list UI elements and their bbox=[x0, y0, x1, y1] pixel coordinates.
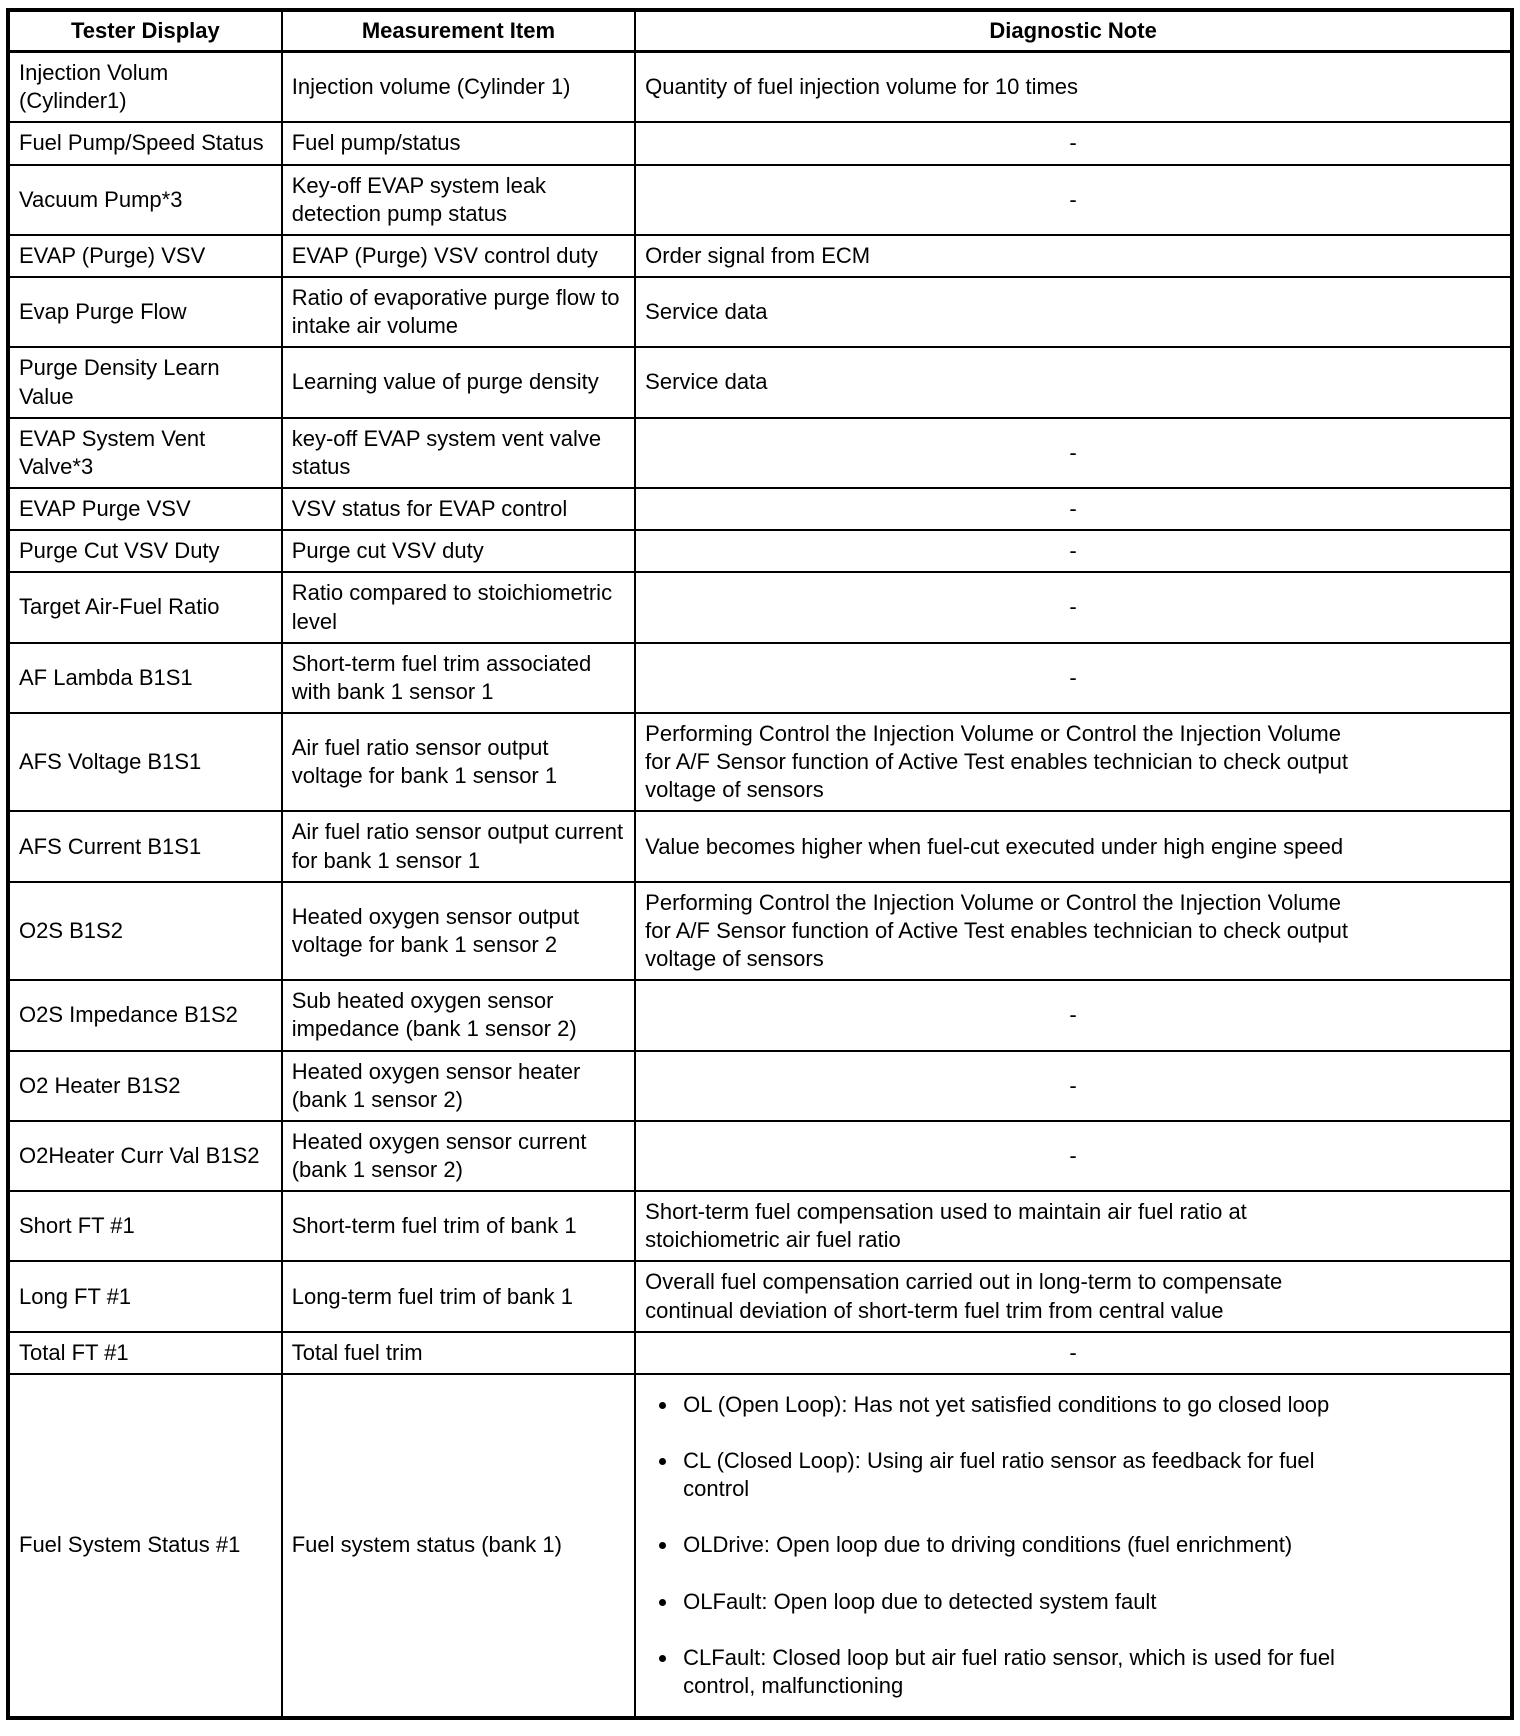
col-header-tester-display: Tester Display bbox=[8, 10, 282, 52]
table-row bbox=[8, 235, 1512, 277]
tester-display-cell: Fuel Pump/Speed Status bbox=[8, 122, 282, 164]
measurement-item-cell: Key-off EVAP system leak detection pump status bbox=[282, 165, 635, 235]
diagnostic-note-cell: Performing Control the Injection Volume or Control the Injection Volume for A/F Sensor function of Active Test enables technician to check output voltage of sensors bbox=[635, 882, 1512, 980]
tester-display-cell: Short FT #1 bbox=[8, 1191, 282, 1261]
measurement-item-cell: Heated oxygen sensor output voltage for bank 1 sensor 2 bbox=[282, 882, 635, 980]
tester-display-cell: AFS Current B1S1 bbox=[8, 811, 282, 881]
measurement-item-cell: EVAP (Purge) VSV control duty bbox=[282, 235, 635, 277]
diagnostic-note-cell: Value becomes higher when fuel-cut executed under high engine speed bbox=[635, 811, 1512, 881]
measurement-item-cell: Sub heated oxygen sensor impedance (bank 1 sensor 2) bbox=[282, 980, 635, 1050]
table-row bbox=[8, 1121, 1512, 1191]
diagnostic-data-table bbox=[6, 8, 1514, 1720]
diagnostic-note-cell: Overall fuel compensation carried out in long-term to compensate continual deviation of short-term fuel trim from central value bbox=[635, 1261, 1512, 1331]
measurement-item-cell: Heated oxygen sensor heater (bank 1 sensor 2) bbox=[282, 1051, 635, 1121]
tester-display-cell: Long FT #1 bbox=[8, 1261, 282, 1331]
tester-display-cell: Purge Cut VSV Duty bbox=[8, 530, 282, 572]
table-row bbox=[8, 347, 1512, 417]
tester-display-cell: EVAP System Vent Valve*3 bbox=[8, 418, 282, 488]
table-row bbox=[8, 122, 1512, 164]
diagnostic-bullet-list bbox=[645, 1391, 1350, 1700]
diagnostic-note-cell: Quantity of fuel injection volume for 10 times bbox=[635, 52, 1512, 123]
tester-display-cell: O2S Impedance B1S2 bbox=[8, 980, 282, 1050]
tester-display-cell: O2Heater Curr Val B1S2 bbox=[8, 1121, 282, 1191]
measurement-item-cell: Total fuel trim bbox=[282, 1332, 635, 1374]
table-body bbox=[8, 52, 1512, 1718]
tester-display-cell: Target Air-Fuel Ratio bbox=[8, 572, 282, 642]
table-row bbox=[8, 165, 1512, 235]
table-row bbox=[8, 1261, 1512, 1331]
diagnostic-note-cell: Service data bbox=[635, 347, 1512, 417]
tester-display-cell: Purge Density Learn Value bbox=[8, 347, 282, 417]
diagnostic-note-cell: - bbox=[635, 488, 1512, 530]
measurement-item-cell: Long-term fuel trim of bank 1 bbox=[282, 1261, 635, 1331]
measurement-item-cell: Air fuel ratio sensor output current for bank 1 sensor 1 bbox=[282, 811, 635, 881]
table-row bbox=[8, 1332, 1512, 1374]
measurement-item-cell: Ratio compared to stoichiometric level bbox=[282, 572, 635, 642]
measurement-item-cell: Injection volume (Cylinder 1) bbox=[282, 52, 635, 123]
tester-display-cell: Evap Purge Flow bbox=[8, 277, 282, 347]
tester-display-cell: O2S B1S2 bbox=[8, 882, 282, 980]
tester-display-cell: EVAP (Purge) VSV bbox=[8, 235, 282, 277]
table-row bbox=[8, 882, 1512, 980]
measurement-item-cell: Heated oxygen sensor current (bank 1 sensor 2) bbox=[282, 1121, 635, 1191]
diagnostic-note-cell: - bbox=[635, 530, 1512, 572]
tester-display-cell: Total FT #1 bbox=[8, 1332, 282, 1374]
measurement-item-cell: VSV status for EVAP control bbox=[282, 488, 635, 530]
table-row bbox=[8, 530, 1512, 572]
measurement-item-cell: Fuel system status (bank 1) bbox=[282, 1374, 635, 1718]
tester-display-cell: Fuel System Status #1 bbox=[8, 1374, 282, 1718]
diagnostic-note-cell: - bbox=[635, 980, 1512, 1050]
diagnostic-note-cell: - bbox=[635, 1121, 1512, 1191]
diagnostic-note-cell: Service data bbox=[635, 277, 1512, 347]
measurement-item-cell: Ratio of evaporative purge flow to intake air volume bbox=[282, 277, 635, 347]
diagnostic-note-cell bbox=[635, 1374, 1512, 1718]
tester-display-cell: Vacuum Pump*3 bbox=[8, 165, 282, 235]
diagnostic-note-cell: Performing Control the Injection Volume or Control the Injection Volume for A/F Sensor function of Active Test enables technician to check output voltage of sensors bbox=[635, 713, 1512, 811]
diagnostic-bullet-item: • CLFault: Closed loop but air fuel ratio sensor, which is used for fuel control, malfunctioning bbox=[679, 1644, 1350, 1700]
tester-display-cell: EVAP Purge VSV bbox=[8, 488, 282, 530]
diagnostic-note-cell: - bbox=[635, 165, 1512, 235]
diagnostic-note-cell: - bbox=[635, 418, 1512, 488]
diagnostic-note-cell: - bbox=[635, 572, 1512, 642]
diagnostic-bullet-item: • OLDrive: Open loop due to driving conditions (fuel enrichment) bbox=[679, 1531, 1350, 1559]
diagnostic-note-cell: - bbox=[635, 122, 1512, 164]
measurement-item-cell: key-off EVAP system vent valve status bbox=[282, 418, 635, 488]
col-header-measurement-item: Measurement Item bbox=[282, 10, 635, 52]
table-row bbox=[8, 643, 1512, 713]
diagnostic-note-cell: Short-term fuel compensation used to maintain air fuel ratio at stoichiometric air fuel ratio bbox=[635, 1191, 1512, 1261]
diagnostic-bullet-item: • CL (Closed Loop): Using air fuel ratio sensor as feedback for fuel control bbox=[679, 1447, 1350, 1503]
table-row bbox=[8, 52, 1512, 123]
measurement-item-cell: Air fuel ratio sensor output voltage for bank 1 sensor 1 bbox=[282, 713, 635, 811]
tester-display-cell: AFS Voltage B1S1 bbox=[8, 713, 282, 811]
table-row bbox=[8, 980, 1512, 1050]
tester-display-cell: O2 Heater B1S2 bbox=[8, 1051, 282, 1121]
measurement-item-cell: Learning value of purge density bbox=[282, 347, 635, 417]
diagnostic-note-cell: - bbox=[635, 1332, 1512, 1374]
measurement-item-cell: Fuel pump/status bbox=[282, 122, 635, 164]
diagnostic-note-cell: - bbox=[635, 643, 1512, 713]
table-row bbox=[8, 418, 1512, 488]
table-row bbox=[8, 811, 1512, 881]
diagnostic-note-cell: Order signal from ECM bbox=[635, 235, 1512, 277]
table-row bbox=[8, 488, 1512, 530]
measurement-item-cell: Short-term fuel trim of bank 1 bbox=[282, 1191, 635, 1261]
table-header bbox=[8, 10, 1512, 52]
table-row bbox=[8, 572, 1512, 642]
diagnostic-bullet-item: • OL (Open Loop): Has not yet satisfied conditions to go closed loop bbox=[679, 1391, 1350, 1419]
table-row bbox=[8, 713, 1512, 811]
table-row bbox=[8, 1374, 1512, 1718]
diagnostic-bullet-item: • OLFault: Open loop due to detected system fault bbox=[679, 1588, 1350, 1616]
measurement-item-cell: Purge cut VSV duty bbox=[282, 530, 635, 572]
header-row bbox=[8, 10, 1512, 52]
measurement-item-cell: Short-term fuel trim associated with bank 1 sensor 1 bbox=[282, 643, 635, 713]
col-header-diagnostic-note: Diagnostic Note bbox=[635, 10, 1512, 52]
table-row bbox=[8, 1191, 1512, 1261]
table-row bbox=[8, 277, 1512, 347]
tester-display-cell: AF Lambda B1S1 bbox=[8, 643, 282, 713]
tester-display-cell: Injection Volum (Cylinder1) bbox=[8, 52, 282, 123]
table-row bbox=[8, 1051, 1512, 1121]
diagnostic-note-cell: - bbox=[635, 1051, 1512, 1121]
